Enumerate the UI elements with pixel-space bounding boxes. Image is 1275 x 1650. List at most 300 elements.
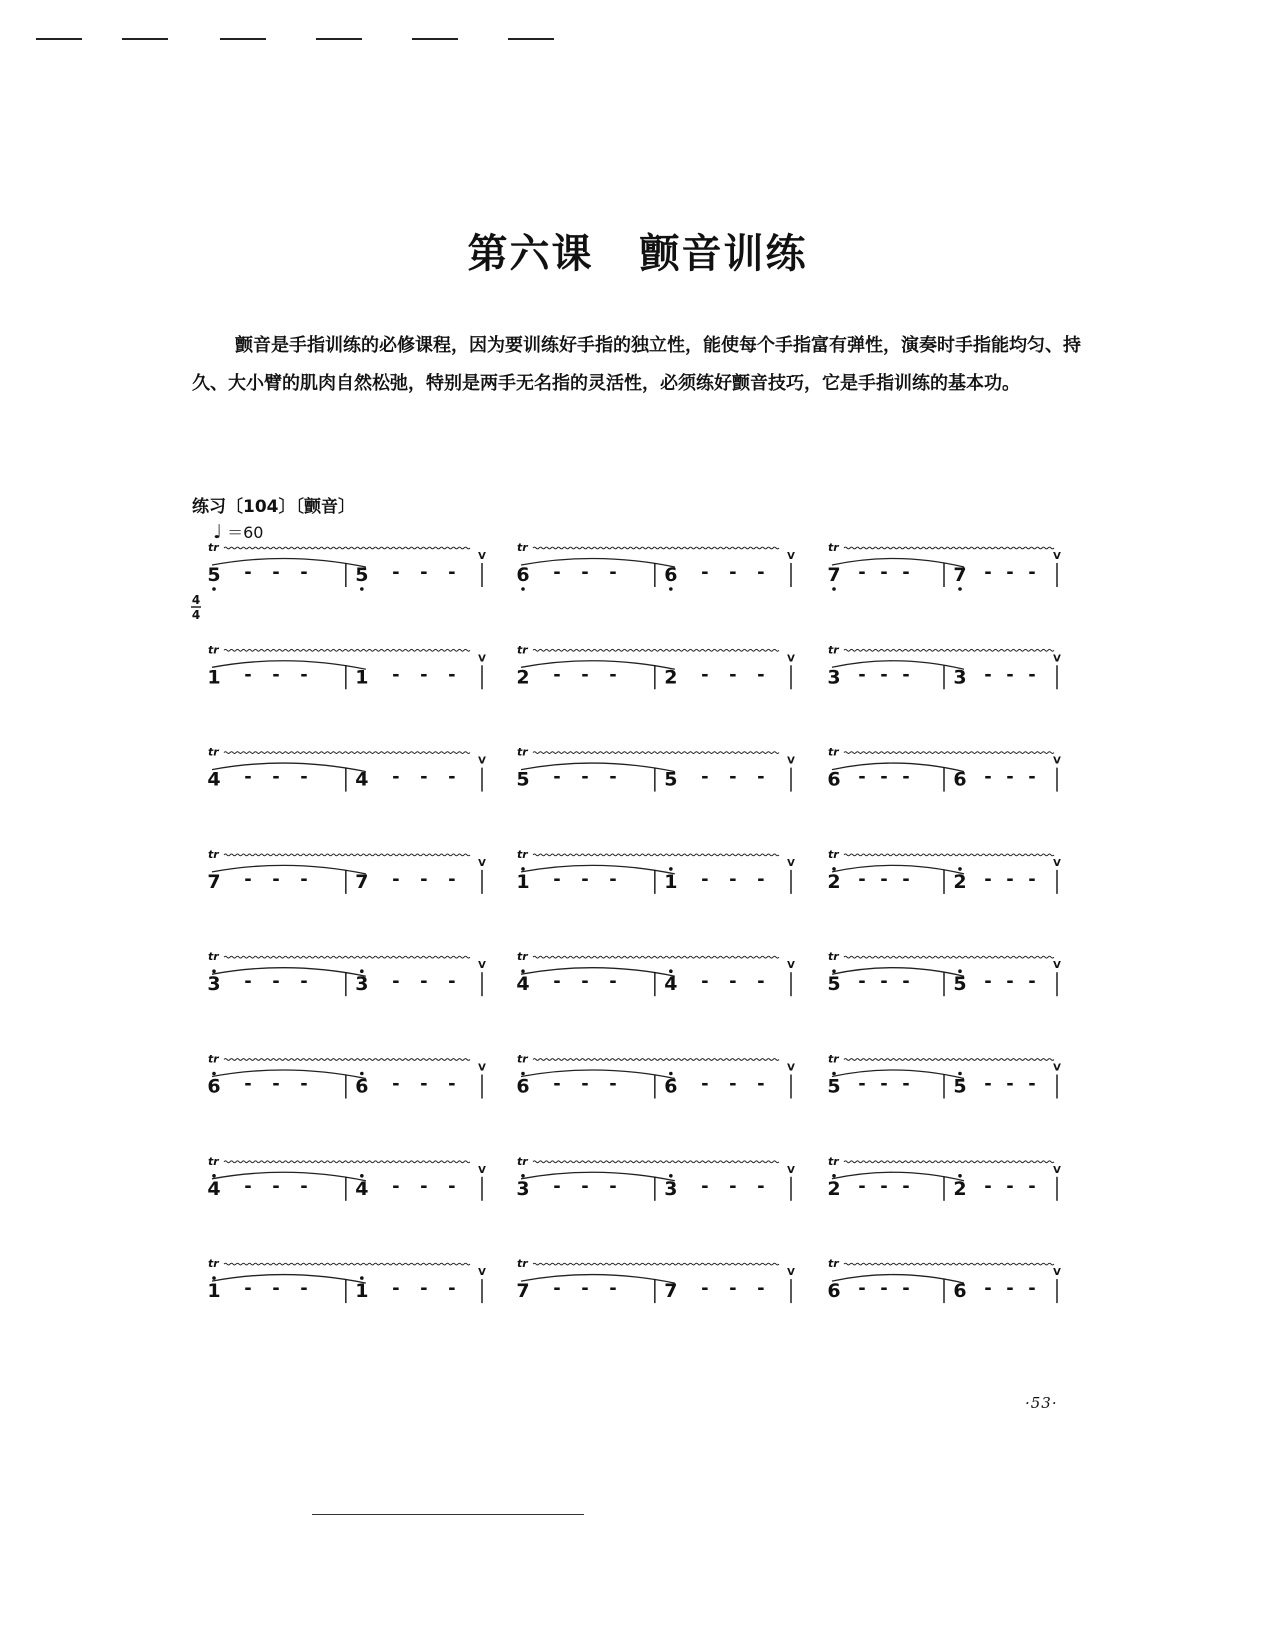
dash: - — [1028, 664, 1036, 686]
bowing-mark: V — [1053, 551, 1061, 562]
dash: - — [701, 971, 709, 993]
octave-dot-above — [832, 867, 836, 871]
trill-mark: tr — [828, 643, 839, 657]
dash: - — [448, 766, 456, 788]
note-4: 4 — [664, 973, 678, 996]
dash: - — [757, 664, 765, 686]
dash: - — [701, 664, 709, 686]
dash: - — [701, 562, 709, 583]
dash: - — [729, 562, 737, 583]
trill-wavy-line — [844, 649, 1054, 651]
bowing-mark: V — [787, 1164, 795, 1176]
dash: - — [757, 562, 765, 583]
octave-dot-above — [958, 867, 962, 871]
dash: - — [984, 1278, 992, 1300]
trill-wavy-line — [844, 752, 1054, 754]
dash: - — [757, 1175, 765, 1197]
note-6: 6 — [664, 564, 678, 586]
trill-mark: tr — [517, 1257, 528, 1271]
trill-wavy-line — [844, 854, 1054, 856]
dash: - — [729, 1278, 737, 1300]
dash: - — [880, 868, 888, 890]
dash: - — [272, 868, 280, 890]
dash: - — [392, 971, 400, 993]
note-6: 6 — [664, 1075, 678, 1098]
tie-arc — [521, 558, 675, 567]
dash: - — [701, 1175, 709, 1197]
note-3: 3 — [664, 1177, 678, 1200]
trill-wavy-line — [224, 1263, 470, 1265]
dash: - — [757, 766, 765, 788]
dash: - — [420, 766, 428, 788]
note-5: 5 — [355, 564, 369, 586]
dash: - — [984, 664, 992, 686]
trill-mark: tr — [828, 745, 839, 759]
dash: - — [701, 1073, 709, 1095]
dash: - — [244, 868, 252, 890]
dash: - — [244, 1175, 252, 1197]
dash: - — [729, 766, 737, 788]
dash: - — [420, 868, 428, 890]
note-1: 1 — [516, 870, 530, 893]
dash: - — [420, 664, 428, 686]
note-3: 3 — [355, 973, 369, 996]
dash: - — [300, 971, 308, 993]
dash: - — [1006, 664, 1014, 686]
dash: - — [729, 971, 737, 993]
note-7: 7 — [953, 564, 967, 586]
trill-wavy-line — [844, 547, 1054, 549]
dash: - — [858, 971, 866, 993]
bowing-mark: V — [478, 1267, 486, 1279]
trill-mark: tr — [828, 1052, 839, 1066]
dash: - — [858, 664, 866, 686]
dash: - — [984, 1073, 992, 1095]
trill-mark: tr — [517, 541, 528, 554]
trill-wavy-line — [844, 1263, 1054, 1265]
note-4: 4 — [355, 1177, 369, 1200]
dash: - — [984, 1175, 992, 1197]
bowing-mark: V — [478, 1062, 486, 1074]
dash: - — [553, 562, 561, 583]
trill-mark: tr — [517, 1154, 528, 1168]
trill-wavy-line — [844, 1059, 1054, 1061]
dash: - — [581, 664, 589, 686]
dash: - — [392, 562, 400, 583]
dash: - — [729, 868, 737, 890]
dash: - — [1006, 1073, 1014, 1095]
dash: - — [757, 1073, 765, 1095]
octave-dot-below — [360, 587, 364, 591]
dash: - — [902, 1175, 910, 1197]
dash: - — [1028, 971, 1036, 993]
trill-mark: tr — [517, 1052, 528, 1066]
dash: - — [984, 766, 992, 788]
dash: - — [984, 562, 992, 583]
dash: - — [244, 562, 252, 583]
trill-mark: tr — [828, 1257, 839, 1271]
dash: - — [757, 971, 765, 993]
octave-dot-above — [832, 1174, 836, 1178]
dash: - — [300, 766, 308, 788]
dash: - — [1028, 562, 1036, 583]
note-4: 4 — [355, 768, 369, 791]
dash: - — [581, 1175, 589, 1197]
note-5: 5 — [207, 564, 221, 586]
octave-dot-below — [669, 587, 673, 591]
note-1: 1 — [207, 666, 221, 689]
dash: - — [553, 664, 561, 686]
octave-dot-above — [212, 1072, 216, 1076]
dash: - — [420, 562, 428, 583]
bowing-mark: V — [1053, 755, 1061, 767]
dash: - — [609, 664, 617, 686]
note-2: 2 — [953, 1177, 967, 1200]
dash: - — [609, 766, 617, 788]
bowing-mark: V — [787, 551, 795, 562]
bowing-mark: V — [478, 551, 486, 562]
dash: - — [609, 562, 617, 583]
dash: - — [244, 971, 252, 993]
trill-wavy-line — [224, 854, 470, 856]
bowing-mark: V — [787, 960, 795, 972]
note-7: 7 — [207, 870, 221, 893]
note-5: 5 — [664, 768, 678, 791]
octave-dot-above — [360, 1276, 364, 1280]
note-6: 6 — [827, 1280, 841, 1303]
trill-mark: tr — [828, 1154, 839, 1168]
dash: - — [553, 971, 561, 993]
note-3: 3 — [827, 666, 841, 689]
dash: - — [244, 664, 252, 686]
dash: - — [1028, 766, 1036, 788]
tie-arc — [212, 558, 366, 567]
dash: - — [880, 766, 888, 788]
dash: - — [420, 1073, 428, 1095]
bowing-mark: V — [478, 960, 486, 972]
dash: - — [392, 664, 400, 686]
trill-mark: tr — [517, 643, 528, 657]
dash: - — [392, 1278, 400, 1300]
bowing-mark: V — [1053, 653, 1061, 665]
dash: - — [902, 971, 910, 993]
trill-mark: tr — [208, 1052, 219, 1066]
dash: - — [244, 766, 252, 788]
note-1: 1 — [355, 666, 369, 689]
dash: - — [448, 1175, 456, 1197]
dash: - — [581, 868, 589, 890]
trill-mark: tr — [828, 950, 839, 964]
dash: - — [858, 1073, 866, 1095]
bowing-mark: V — [478, 653, 486, 665]
trill-wavy-line — [533, 1263, 779, 1265]
octave-dot-above — [521, 867, 525, 871]
bowing-mark: V — [787, 1267, 795, 1279]
tie-arc — [212, 1275, 366, 1284]
octave-dot-above — [521, 1072, 525, 1076]
note-1: 1 — [355, 1280, 369, 1303]
trill-wavy-line — [224, 956, 470, 958]
dash: - — [553, 868, 561, 890]
trill-wavy-line — [224, 1059, 470, 1061]
dash: - — [984, 971, 992, 993]
octave-dot-above — [669, 1174, 673, 1178]
dash: - — [1006, 1278, 1014, 1300]
dash: - — [448, 868, 456, 890]
dash: - — [553, 1175, 561, 1197]
dash: - — [581, 562, 589, 583]
dash: - — [880, 1175, 888, 1197]
octave-dot-above — [212, 1276, 216, 1280]
note-4: 4 — [516, 973, 530, 996]
bowing-mark: V — [1053, 1164, 1061, 1176]
dash: - — [392, 1073, 400, 1095]
note-7: 7 — [664, 1280, 678, 1303]
dash: - — [300, 1278, 308, 1300]
footer-rule — [312, 1514, 584, 1515]
trill-mark: tr — [517, 950, 528, 964]
tie-arc — [521, 1070, 675, 1079]
dash: - — [272, 1073, 280, 1095]
tie-arc — [521, 968, 675, 977]
note-6: 6 — [516, 564, 530, 586]
note-6: 6 — [953, 1280, 967, 1303]
dash: - — [609, 868, 617, 890]
note-4: 4 — [207, 1177, 221, 1200]
tie-arc — [212, 661, 366, 670]
tie-arc — [212, 865, 366, 874]
trill-wavy-line — [533, 854, 779, 856]
time-signature-bottom: 4 — [191, 608, 201, 622]
dash: - — [392, 868, 400, 890]
note-6: 6 — [953, 768, 967, 791]
note-5: 5 — [516, 768, 530, 791]
note-3: 3 — [953, 666, 967, 689]
bowing-mark: V — [478, 1164, 486, 1176]
dash: - — [858, 766, 866, 788]
trill-mark: tr — [208, 1257, 219, 1271]
octave-dot-above — [521, 1174, 525, 1178]
octave-dot-above — [212, 969, 216, 973]
dash: - — [300, 562, 308, 583]
dash: - — [553, 766, 561, 788]
octave-dot-above — [521, 969, 525, 973]
dash: - — [581, 1073, 589, 1095]
dash: - — [902, 664, 910, 686]
dash: - — [902, 868, 910, 890]
octave-dot-above — [360, 1174, 364, 1178]
note-6: 6 — [516, 1075, 530, 1098]
octave-dot-above — [360, 969, 364, 973]
octave-dot-above — [669, 969, 673, 973]
octave-dot-above — [360, 1072, 364, 1076]
dash: - — [858, 1278, 866, 1300]
dash: - — [448, 1073, 456, 1095]
dash: - — [272, 971, 280, 993]
trill-wavy-line — [224, 752, 470, 754]
bowing-mark: V — [478, 857, 486, 869]
dash: - — [1006, 971, 1014, 993]
dash: - — [729, 664, 737, 686]
tempo-value: ＝60 — [227, 523, 264, 542]
dash: - — [1006, 766, 1014, 788]
trill-wavy-line — [844, 1161, 1054, 1163]
dash: - — [729, 1175, 737, 1197]
trill-wavy-line — [533, 1161, 779, 1163]
tie-arc — [212, 1070, 366, 1079]
bowing-mark: V — [1053, 1267, 1061, 1279]
octave-dot-above — [958, 969, 962, 973]
trill-wavy-line — [224, 649, 470, 651]
dash: - — [858, 562, 866, 583]
dash: - — [880, 664, 888, 686]
dash: - — [1028, 868, 1036, 890]
note-2: 2 — [953, 870, 967, 893]
dash: - — [420, 971, 428, 993]
octave-dot-below — [212, 587, 216, 591]
dash: - — [609, 1175, 617, 1197]
trill-wavy-line — [533, 649, 779, 651]
note-2: 2 — [827, 1177, 841, 1200]
bowing-mark: V — [1053, 1062, 1061, 1074]
dash: - — [880, 1073, 888, 1095]
dash: - — [300, 1073, 308, 1095]
bowing-mark: V — [478, 755, 486, 767]
dash: - — [300, 868, 308, 890]
dash: - — [902, 766, 910, 788]
dash: - — [272, 562, 280, 583]
dash: - — [272, 766, 280, 788]
note-5: 5 — [827, 1075, 841, 1098]
quarter-note-icon: ♩ — [213, 521, 222, 543]
note-7: 7 — [355, 870, 369, 893]
dash: - — [392, 766, 400, 788]
trill-wavy-line — [533, 547, 779, 549]
octave-dot-below — [958, 587, 962, 591]
bowing-mark: V — [1053, 960, 1061, 972]
note-2: 2 — [516, 666, 530, 689]
dash: - — [1028, 1073, 1036, 1095]
dash: - — [272, 664, 280, 686]
trill-mark: tr — [208, 643, 219, 657]
tie-arc — [212, 968, 366, 977]
dash: - — [757, 868, 765, 890]
dash: - — [1006, 562, 1014, 583]
octave-dot-below — [521, 587, 525, 591]
dash: - — [701, 868, 709, 890]
dash: - — [880, 562, 888, 583]
dash: - — [581, 1278, 589, 1300]
lesson-topic: 颤音训练 — [639, 230, 808, 277]
dash: - — [1006, 1175, 1014, 1197]
bowing-mark: V — [787, 653, 795, 665]
dash: - — [1028, 1278, 1036, 1300]
octave-dot-above — [832, 969, 836, 973]
dash: - — [420, 1175, 428, 1197]
trill-wavy-line — [844, 956, 1054, 958]
note-5: 5 — [953, 973, 967, 996]
bowing-mark: V — [787, 857, 795, 869]
exercise-label: 练习〔104〕〔颤音〕 — [192, 497, 355, 517]
trill-mark: tr — [828, 541, 839, 554]
dash: - — [757, 1278, 765, 1300]
lesson-number: 第六课 — [467, 230, 594, 277]
octave-dot-above — [832, 1072, 836, 1076]
note-5: 5 — [953, 1075, 967, 1098]
note-6: 6 — [355, 1075, 369, 1098]
note-3: 3 — [516, 1177, 530, 1200]
dash: - — [420, 1278, 428, 1300]
trill-mark: tr — [828, 847, 839, 861]
dash: - — [701, 766, 709, 788]
trill-mark: tr — [208, 847, 219, 861]
dash: - — [880, 971, 888, 993]
dash: - — [448, 664, 456, 686]
dash: - — [902, 1278, 910, 1300]
dash: - — [1006, 868, 1014, 890]
trill-wavy-line — [224, 547, 470, 549]
note-7: 7 — [827, 564, 841, 586]
trill-wavy-line — [533, 956, 779, 958]
octave-dot-above — [958, 1072, 962, 1076]
octave-dot-above — [958, 1174, 962, 1178]
tie-arc — [521, 1172, 675, 1181]
dash: - — [553, 1278, 561, 1300]
octave-dot-below — [832, 587, 836, 591]
trill-mark: tr — [208, 745, 219, 759]
dash: - — [300, 1175, 308, 1197]
dash: - — [448, 562, 456, 583]
octave-dot-above — [669, 1072, 673, 1076]
octave-dot-above — [669, 867, 673, 871]
trill-wavy-line — [533, 752, 779, 754]
dash: - — [609, 1073, 617, 1095]
dash: - — [880, 1278, 888, 1300]
dash: - — [858, 1175, 866, 1197]
note-2: 2 — [827, 870, 841, 893]
tie-arc — [521, 661, 675, 670]
intro-paragraph: 颤音是手指训练的必修课程，因为要训练好手指的独立性，能使每个手指富有弹性，演奏时手指能均匀、持久、大小臂的肌肉自然松弛，特别是两手无名指的灵活性，必须练好颤音技巧，它是手指训练的基本功。 — [192, 335, 1081, 394]
bowing-mark: V — [787, 755, 795, 767]
note-6: 6 — [207, 1075, 221, 1098]
trill-mark: tr — [208, 950, 219, 964]
trill-mark: tr — [208, 1154, 219, 1168]
bowing-mark: V — [1053, 857, 1061, 869]
tie-arc — [521, 1275, 675, 1284]
dash: - — [553, 1073, 561, 1095]
tie-arc — [212, 763, 366, 772]
dash: - — [581, 766, 589, 788]
dash: - — [609, 1278, 617, 1300]
dash: - — [581, 971, 589, 993]
note-5: 5 — [827, 973, 841, 996]
note-2: 2 — [664, 666, 678, 689]
octave-dot-above — [212, 1174, 216, 1178]
dash: - — [448, 1278, 456, 1300]
dash: - — [858, 868, 866, 890]
note-1: 1 — [207, 1280, 221, 1303]
dash: - — [300, 664, 308, 686]
tie-arc — [521, 865, 675, 874]
dash: - — [392, 1175, 400, 1197]
dash: - — [244, 1073, 252, 1095]
note-3: 3 — [207, 973, 221, 996]
trill-wavy-line — [533, 1059, 779, 1061]
time-signature-top: 4 — [191, 593, 201, 607]
trill-mark: tr — [517, 847, 528, 861]
note-7: 7 — [516, 1280, 530, 1303]
dash: - — [448, 971, 456, 993]
